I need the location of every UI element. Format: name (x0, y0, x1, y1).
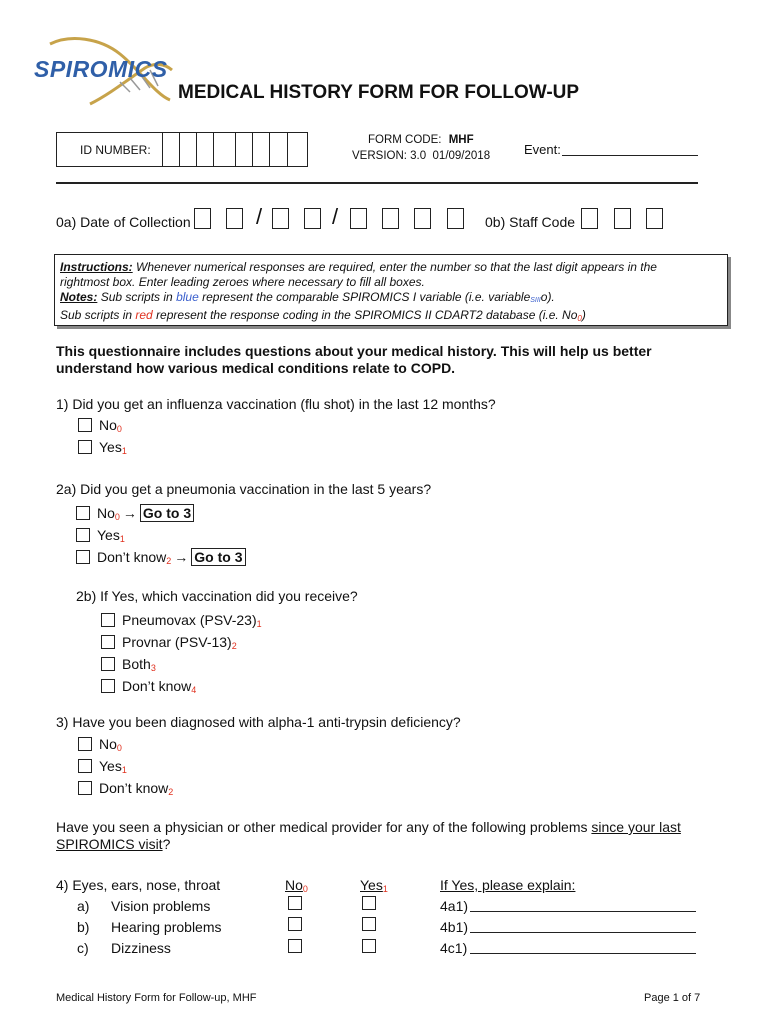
q4c-explain-label: 4c1) (440, 940, 468, 956)
q2b-option-both[interactable]: Both3 (101, 655, 156, 677)
q4-heading: 4) Eyes, ears, nose, throat (56, 877, 221, 893)
footer-left: Medical History Form for Follow-up, MHF (56, 992, 257, 1004)
q4-col-no: No0 (285, 877, 308, 894)
q4b-explain-label: 4b1) (440, 919, 469, 935)
id-cell[interactable] (235, 132, 251, 167)
physician-underline2: SPIROMICS visit (56, 836, 163, 852)
page-title: MEDICAL HISTORY FORM FOR FOLLOW-UP (178, 82, 580, 103)
q4c-yes-checkbox[interactable] (362, 939, 376, 953)
checkbox[interactable] (78, 440, 92, 454)
instructions-line1: Whenever numerical responses are required, enter the number so that the last digit appears in the (136, 260, 657, 274)
goto-label: Go to 3 (140, 504, 194, 522)
q4b-no-checkbox[interactable] (288, 917, 302, 931)
checkbox[interactable] (78, 759, 92, 773)
staff-code-digit[interactable] (614, 208, 631, 229)
instructions-label: Instructions: (60, 260, 133, 274)
date-day-digit[interactable] (272, 208, 289, 229)
physician-underline1: since your last (591, 819, 681, 835)
id-cell[interactable] (269, 132, 285, 167)
q4c-letter: c) (77, 940, 89, 956)
intro (56, 343, 652, 377)
physician-qmark: ? (162, 836, 171, 852)
id-cell[interactable] (287, 132, 303, 167)
line4-sub: 0 (577, 314, 582, 323)
arrow-right-icon: → (122, 505, 137, 521)
q1-text: 1) Did you get an influenza vaccination (flu shot) in the last 12 months? (56, 396, 496, 412)
id-cell[interactable] (179, 132, 195, 167)
header-rule (56, 182, 698, 184)
line4-red: red (135, 308, 153, 322)
date-year-digit[interactable] (350, 208, 367, 229)
q1-option-yes[interactable]: Yes1 (78, 438, 127, 460)
footer-right: Page 1 of 7 (644, 992, 701, 1004)
checkbox[interactable] (101, 635, 115, 649)
q4a-explain-label: 4a1) (440, 898, 469, 914)
q2b-option-provnar[interactable]: Provnar (PSV-13)2 (101, 633, 237, 655)
q4a-explain-field[interactable] (470, 911, 696, 912)
form-code (368, 134, 474, 146)
q4b-letter: b) (77, 919, 90, 935)
q4a-letter: a) (77, 898, 90, 914)
q4a-yes-checkbox[interactable] (362, 896, 376, 910)
checkbox[interactable] (78, 737, 92, 751)
q4a-no-checkbox[interactable] (288, 896, 302, 910)
goto-label: Go to 3 (191, 548, 245, 566)
notes-text-c: o). (540, 290, 555, 304)
physician-question (56, 819, 681, 853)
checkbox[interactable] (101, 657, 115, 671)
q2b-option-dont-know[interactable]: Don’t know4 (101, 677, 196, 699)
date-month-digit[interactable] (226, 208, 243, 229)
event-label: Event: (524, 142, 561, 157)
notes-text-a: Sub scripts in (100, 290, 173, 304)
q4b-label: Hearing problems (111, 919, 222, 935)
notes-text-b: represent the comparable SPIROMICS I variable (i.e. variable (202, 290, 531, 304)
logo-text: SPIROMICS (34, 56, 168, 82)
q3-text: 3) Have you been diagnosed with alpha-1 anti-trypsin deficiency? (56, 714, 461, 730)
checkbox[interactable] (101, 679, 115, 693)
date-slash: / (256, 204, 263, 229)
notes-label: Notes: (60, 290, 98, 304)
q4c-explain-field[interactable] (470, 953, 696, 954)
physician-line1: Have you seen a physician or other medical provider for any of the following problems (56, 819, 588, 835)
checkbox[interactable] (76, 506, 90, 520)
date-year-digit[interactable] (447, 208, 464, 229)
q4-col-explain: If Yes, please explain: (440, 877, 576, 893)
date-year-digit[interactable] (382, 208, 399, 229)
date-month-digit[interactable] (194, 208, 211, 229)
q4b-yes-checkbox[interactable] (362, 917, 376, 931)
id-cell[interactable] (213, 132, 229, 167)
date-slash: / (332, 204, 339, 229)
q4c-label: Dizziness (111, 940, 171, 956)
checkbox[interactable] (78, 418, 92, 432)
id-number-label: ID NUMBER: (80, 143, 151, 157)
staff-code-label: 0b) Staff Code (485, 214, 576, 230)
staff-code-digit[interactable] (646, 208, 663, 229)
line4-text-c: ) (581, 308, 586, 322)
checkbox[interactable] (78, 781, 92, 795)
spiromics-logo (30, 34, 175, 106)
checkbox[interactable] (101, 613, 115, 627)
notes-blue: blue (176, 290, 199, 304)
q1-option-no[interactable]: No0 (78, 416, 122, 438)
event-field[interactable] (562, 155, 698, 156)
id-cell[interactable] (252, 132, 268, 167)
q2a-option-no[interactable]: No0 → Go to 3 (76, 504, 194, 526)
q3-option-no[interactable]: No0 (78, 735, 122, 757)
id-cell[interactable] (162, 132, 178, 167)
instructions-text (60, 260, 724, 326)
version: VERSION: 3.0 01/09/2018 (352, 150, 491, 162)
form-code-value: MHF (448, 134, 474, 146)
instructions-line2: rightmost box. Enter leading zeroes where necessary to fill all boxes. (60, 275, 425, 289)
q4-col-yes: Yes1 (360, 877, 388, 894)
intro-line1: This questionnaire includes questions about your medical history. This will help us better (56, 343, 652, 359)
q2b-text: 2b) If Yes, which vaccination did you receive? (76, 588, 358, 604)
q3-option-dont-know[interactable]: Don’t know2 (78, 779, 173, 801)
q4b-explain-field[interactable] (470, 932, 696, 933)
notes-sub: SIII (530, 297, 541, 304)
form-code-label: FORM CODE: (368, 134, 442, 146)
arrow-right-icon: → (174, 549, 189, 565)
intro-line2: understand how various medical conditions relate to COPD. (56, 360, 456, 376)
line4-text-b: represent the response coding in the SPIROMICS II CDART2 database (i.e. No (156, 308, 578, 322)
date-day-digit[interactable] (304, 208, 321, 229)
q3-option-yes[interactable]: Yes1 (78, 757, 127, 779)
date-label: 0a) Date of Collection (56, 214, 191, 230)
date-year-digit[interactable] (414, 208, 431, 229)
q2a-option-dont-know[interactable]: Don’t know2 → Go to 3 (76, 548, 246, 570)
checkbox[interactable] (76, 528, 90, 542)
q2a-text: 2a) Did you get a pneumonia vaccination in the last 5 years? (56, 481, 432, 497)
q2a-option-yes[interactable]: Yes1 (76, 526, 125, 548)
checkbox[interactable] (76, 550, 90, 564)
line4-text-a: Sub scripts in (60, 308, 133, 322)
q2b-option-pneumovax[interactable]: Pneumovax (PSV-23)1 (101, 611, 262, 633)
q4c-no-checkbox[interactable] (288, 939, 302, 953)
id-cell[interactable] (196, 132, 212, 167)
q4a-label: Vision problems (111, 898, 211, 914)
staff-code-digit[interactable] (581, 208, 598, 229)
